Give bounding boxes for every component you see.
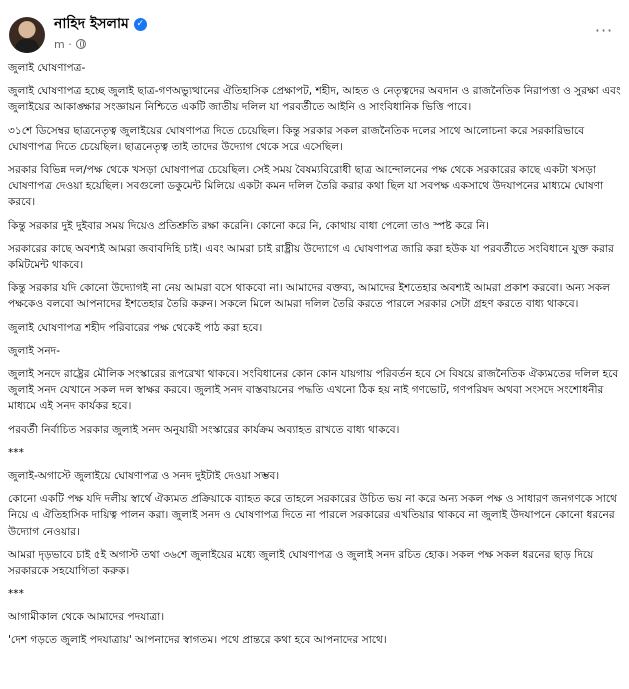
post-paragraph: কিন্তু সরকার যদি কোনো উদ্যোগই না নেয় আমরা বসে থাকবো না। আমাদের বক্তব্য, আমাদের ইশতেহার অবশ্যই আমরা প্রকাশ করবো। অন্য সকল পক্ষকেও বলবো আপনাদের ইশতেহার তৈরি করুন। সকলে মিলে আমরা দলিল তৈরি করতে পারলে সরকার সেটা গ্রহণ করতে বাধ্য থাকবে। — [8, 282, 611, 311]
post-paragraph: সরকারের কাছে অবশ্যই আমরা জবাবদিহি চাই। এবং আমরা চাই রাষ্ট্রীয় উদ্যোগে এ ঘোষণাপত্র জারি করা হউক যা পরবর্তীতে সংবিধানে যুক্ত করার কমিটমেন্ট থাকবে। — [8, 242, 614, 272]
post-paragraph: আমরা দৃড়ভাবে চাই ৫ই অগাস্ট তথা ৩৬শে জুলাইয়ের মধ্যে জুলাই ঘোষণাপত্র ও জুলাই সনদ রচিত হোক। সকল পক্ষ সকল ধরনের ছাড় দিয়ে সরকারকে সহযোগিতা করুক। — [8, 548, 594, 578]
post-paragraph: জুলাই সনদ- — [8, 344, 61, 357]
post-paragraph: কোনো একটি পক্ষ যদি দলীয় স্বার্থে ঐক্যমত প্রক্রিয়াকে ব্যাহত করে তাহলে সরকারের উচিত ভয় না করে অন্য সকল পক্ষ ও সাধারণ জনগণকে সাথে নিয়ে এ ঐতিহাসিক দায়িত্ব পালন করা। জুলাই সনদ ও ঘোষণাপত্র দিতে না পারলে সরকারের এখতিয়ার থাকবে না জুলাই উদযাপনে কোনো ধরনের উদ্যোগ নেওয়ার। — [8, 493, 617, 538]
author-name[interactable]: নাহিদ ইসলাম — [54, 16, 129, 32]
post-paragraph: জুলাই সনদে রাষ্ট্রের মৌলিক সংস্কারের রূপরেখা থাকবে। সংবিধানের কোন কোন যায়গায় পরিবর্তন হবে সে বিষয়ে রাজনৈতিক ঐক্যমতের দলিল হবে জুলাই সনদ যেখানে সকল দল স্বাক্ষর করবে। জুলাই সনদ বাস্তবায়নের পদ্ধতি এখনো ঠিক হয় নাই গণভোট, গণপরিষদ অথবা সংসদে সংশোধনীর মাধ্যমে এই সনদ কার্যকর হবে। — [8, 368, 619, 413]
author-avatar[interactable] — [9, 17, 45, 53]
post-meta — [54, 36, 86, 52]
section-separator: *** — [8, 446, 24, 459]
post-paragraph: জুলাই ঘোষণাপত্র হচ্ছে জুলাই ছাত্র-গণঅভ্যুত্থানের ঐতিহাসিক প্রেক্ষাপট, শহীদ, আহত ও নেতৃত্বদের অবদান ও রাজনৈতিক নিরাপত্তা ও সুরক্ষা এবং জুলাইয়ের আকাঙ্ক্ষার সংজ্ঞায়ন নিশ্চিতে একটি জাতীয় দলিল যা পরবর্তীতে আইনি ও সাংবিধানিক ভিত্তি পাবে। — [8, 85, 621, 114]
post-timestamp[interactable]: m · — [54, 37, 72, 51]
post-paragraph: জুলাই ঘোষণাপত্র শহীদ পরিবারের পক্ষ থেকেই পাঠ করা হবে। — [8, 321, 263, 334]
post-paragraph: আগামীকাল থেকে আমাদের পদযাত্রা। — [8, 611, 165, 624]
post-paragraph: জুলাই ঘোষণাপত্র- — [8, 62, 86, 74]
post-paragraph: ৩১শে ডিসেম্বর ছাত্রনেতৃত্ব জুলাইয়ের ঘোষণাপত্র দিতে চেয়েছিল। কিন্তু সরকার সকল রাজনৈতিক দলের সাথে আলোচনা করে সরকারিভাবে ঘোষণাপত্র দিতে চেয়েছিল। ছাত্রনেতৃত্ব তাই তাদের উদ্যোগ থেকে সরে এসেছিল। — [8, 124, 585, 153]
post-paragraph: জুলাই-অগাস্টে জুলাইয়ে ঘোষণাপত্র ও সনদ দুইটাই দেওয়া সম্ভব। — [8, 470, 280, 483]
post-header — [0, 0, 629, 60]
section-separator: *** — [8, 588, 24, 601]
verified-badge-icon: ✓ — [134, 18, 147, 31]
post-paragraph: কিন্তু সরকার দুই দুইবার সময় দিয়েও প্রতিশ্রুতি রক্ষা করেনি। কোনো করে নি, কোথায় বাধা পেলো তাও স্পষ্ট করে নি। — [8, 219, 490, 232]
post-paragraph: পরবর্তী নির্বাচিত সরকার জুলাই সনদ অনুযায়ী সংস্কারের কার্যক্রম অব্যাহত রাখতে বাধ্য থাকবে। — [8, 423, 400, 436]
post-paragraph: সরকার বিভিন্ন দল/পক্ষ থেকে খসড়া ঘোষণাপত্র চেয়েছিল। সেই সময় বৈষম্যবিরোধী ছাত্র আন্দোলনের পক্ষ থেকে সরকারের কাছে একটা খসড়া ঘোষণাপত্র দেওয়া হয়েছিল। সবগুলো ডকুমেন্ট মিলিয়ে একটা কমন দলিল তৈরি করার কথা ছিল যা সবপক্ষ একসাথে উদযাপনের মাধ্যমে ঘোষণা করবে। — [8, 164, 604, 209]
post-body — [8, 60, 622, 654]
post-paragraph: 'দেশ গড়তে জুলাই পদযাত্রায়' আপনাদের স্বাগতম। পথে প্রান্তরে কথা হবে আপনাদের সাথে। — [8, 633, 387, 646]
author-row — [54, 14, 147, 34]
more-options-icon[interactable]: ··· — [594, 21, 614, 40]
globe-icon — [76, 39, 86, 49]
